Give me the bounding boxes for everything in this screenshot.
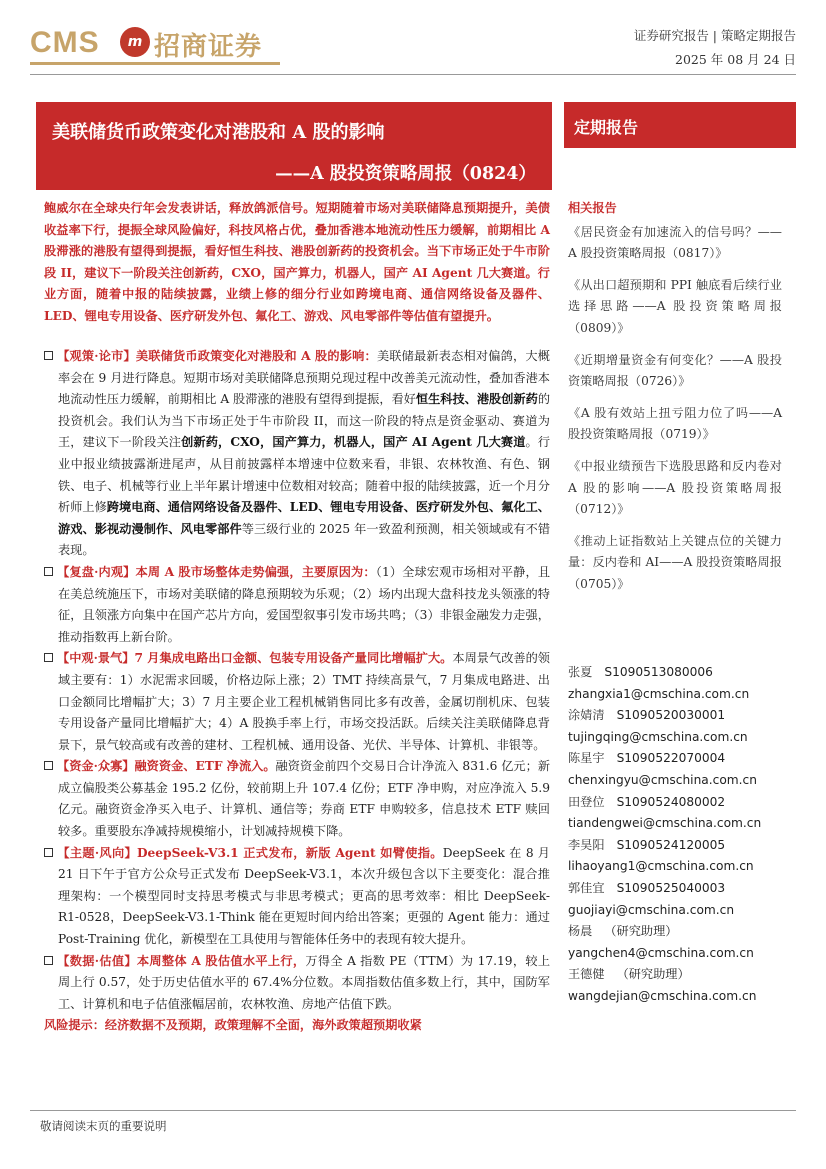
report-body (44, 346, 550, 1037)
section-text: DeepSeek 在 8 月 21 日下午于官方公众号正式发布 DeepSeek-V3.1，本次升级包含以下主要变化：混合推理架构：一个模型同时支持思考模式与非思考模式；更高的思考效率：相比 DeepSeek-R1-0528，DeepSeek-V3.1-Think 能在更短时间内给出答案；更强的 Agent 能力：通过 Post-Training 优化，新模型在工具使用与智能体任务中的表现有较大提升。 (58, 845, 550, 947)
checkbox-bullet-icon (44, 351, 53, 360)
analyst-email[interactable]: chenxingyu@cmschina.com.cn (568, 772, 757, 787)
analyst-entry (568, 835, 788, 878)
analyst-id: S1090524080002 (616, 794, 726, 809)
section-theme (44, 843, 550, 951)
section-funds (44, 756, 550, 842)
section-tag: 【中观·景气】7 月集成电路出口金额、包装专用设备产量同比增幅扩大。 (57, 651, 453, 666)
related-report-item: 《A 股有效站上扭亏阻力位了吗——A 股投资策略周报（0719）》 (568, 405, 782, 442)
analyst-name: 田登位 (568, 794, 605, 809)
analyst-name: 张夏 (568, 665, 593, 679)
section-text: 万得全 A 指数 PE（TTM）为 17.19，较上周上行 0.57，处于历史估值水平的 67.4%分位数。本周指数估值多数上行，其中，国防军工、计算机和电子估值涨幅居前，农林牧渔、房地产估值下跌。 (58, 953, 551, 1011)
analyst-entry (568, 878, 788, 921)
logo-badge-icon: m (120, 27, 150, 57)
section-text: 的投资机会。我们认为当下市场正处于牛市阶段 II，而这一阶段的特点是资金驱动、赛道为王，建议下一阶段关注 (58, 392, 551, 450)
checkbox-bullet-icon (44, 761, 53, 770)
analyst-name: 陈星宇 (568, 751, 605, 766)
analyst-email[interactable]: lihaoyang1@cmschina.com.cn (568, 859, 754, 874)
analyst-name: 涂婧清 (568, 708, 605, 723)
analyst-entry (568, 921, 788, 964)
analyst-email[interactable]: zhangxia1@cmschina.com.cn (568, 686, 750, 701)
analyst-entry (568, 705, 788, 748)
analyst-name: 郭佳宜 (568, 880, 605, 895)
section-tag: 【主题·风向】DeepSeek-V3.1 正式发布，新版 Agent 如臂使指。 (57, 845, 443, 860)
report-subtitle: ——A 股投资策略周报（0824） (275, 164, 536, 184)
logo-underline (30, 62, 280, 65)
related-report-item: 《近期增量资金有何变化？——A 股投资策略周报（0726）》 (568, 352, 782, 389)
analyst-id: S1090522070004 (616, 751, 726, 766)
related-reports (568, 198, 782, 606)
analyst-email[interactable]: guojiayi@cmschina.com.cn (568, 902, 735, 917)
side-banner-label: 定期报告 (574, 118, 639, 137)
section-text: 美联储最新表态相对偏鸽，大概率会在 9 月进行降息。短期市场对美联储降息预期兑现过程中改善美元流动性，叠加香港本地流动性压力缓解，前期相比 A 股滞涨的港股有望得到提振，看好 (58, 349, 550, 407)
section-tag: 【资金·众寡】融资资金、ETF 净流入。 (57, 759, 276, 774)
section-text: 本周景气改善的领域主要有：1）水泥需求回暖，价格边际上涨；2）TMT 持续高景气，7 月集成电路进、出口金额同比增幅扩大；3）7 月主要企业工程机械销售同比多有改善，金属切削机床、包装专用设备产量同比增幅扩大；4）A 股换手率上行，市场交投活跃。后续关注美联储降息背景下，景气较高或有改善的建材、工程机械、通用设备、光伏、半导体、计算机、非银等。 (58, 651, 550, 752)
analyst-entry (568, 964, 788, 1007)
analyst-email[interactable]: yangchen4@cmschina.com.cn (568, 945, 754, 960)
section-highlight: 跨境电商、通信网络设备及器件、LED、锂电专用设备、医疗研发外包、氟化工、游戏、影视动漫制作、风电零部件 (58, 500, 550, 536)
related-report-item: 《推动上证指数站上关键点位的关键力量：反内卷和 AI——A 股投资策略周报（0705）》 (568, 533, 782, 591)
logo-text: CMS (30, 26, 100, 59)
section-tag: 【观策·论市】美联储货币政策变化对港股和 A 股的影响： (57, 349, 377, 363)
analyst-name: 杨晨 (568, 924, 593, 939)
report-type: 证券研究报告 | 策略定期报告 (633, 28, 796, 43)
summary-paragraph: 鲍威尔在全球央行年会发表讲话，释放鸽派信号。短期随着市场对美联储降息预期提升，美债收益率下行，提振全球风险偏好，科技风格占优，叠加香港本地流动性压力缓解，前期相比 A 股滞涨的港股有望得到提振，看好恒生科技、港股创新药的投资机会。当下市场正处于牛市阶段 II，建议下一阶段关注创新药，CXO，国产算力，机器人，国产 AI Agent 几大赛道。行业方面，随着中报的陆续披露，业绩上修的细分行业如跨境电商、通信网络设备及器件、LED、锂电专用设备、医疗研发外包、氟化工、游戏、风电零部件等估值有望提升。 (44, 201, 550, 323)
analyst-entry (568, 792, 788, 835)
header-divider (30, 74, 796, 75)
related-report-item: 《中报业绩预告下选股思路和反内卷对 A 股的影响——A 股投资策略周报（0712）》 (568, 458, 782, 517)
risk-warning: 风险提示：经济数据不及预期，政策理解不全面，海外政策超预期收紧 (44, 1018, 422, 1033)
report-date: 2025 年 08 月 24 日 (675, 52, 796, 67)
checkbox-bullet-icon (44, 653, 53, 662)
section-text: 融资资金前四个交易日合计净流入 831.6 亿元；新成立偏股类公募基金 195.2 亿份，较前期上升 107.4 亿份；ETF 净申购，对应净流入 5.9 亿元。融资资金净买入电子、计算机、通信等；券商 ETF 申购较多，信息技术 ETF 赎回较多。重要股东净减持规模缩小，计划减持规模下降。 (58, 759, 551, 839)
section-highlight: 创新药，CXO，国产算力，机器人，国产 AI Agent 几大赛道 (181, 435, 526, 450)
section-industry (44, 648, 550, 756)
section-review (44, 562, 550, 648)
checkbox-bullet-icon (44, 848, 53, 857)
section-text: 。行业中报业绩披露渐进尾声，从目前披露样本增速中位数来看，非银、农林牧渔、有色、钢铁、电子、机械等行业上半年累计增速中位数相对较高；随着中报的陆续披露，近一个月分析师上修 (58, 435, 551, 515)
section-tag: 【复盘·内观】本周 A 股市场整体走势偏强，主要原因为： (57, 564, 376, 579)
checkbox-bullet-icon (44, 956, 53, 965)
analyst-name: 王德健 (568, 967, 605, 982)
analyst-email[interactable]: tiandengwei@cmschina.com.cn (568, 816, 762, 831)
section-text: （1）全球宏观市场相对平静，且在美总统施压下，市场对美联储的降息预期较为乐观；（2）场内出现大盘科技龙头领涨的特征，且领涨方向集中在国产芯片方向，爱国型叙事引发市场共鸣；（3）非银金融发力走强，推动指数再上新台阶。 (58, 564, 551, 644)
analyst-email[interactable]: tujingqing@cmschina.com.cn (568, 729, 748, 744)
analyst-role: （研究助理） (604, 924, 678, 939)
section-text: 等三级行业的 2025 年一致盈利预测，相关领域或有不错表现。 (58, 521, 551, 558)
report-title: 美联储货币政策变化对港股和 A 股的影响 (52, 122, 385, 143)
section-valuation (44, 951, 550, 1016)
logo-company-name: 招商证券 (154, 32, 263, 62)
analyst-entry (568, 662, 788, 705)
analyst-name: 李昊阳 (568, 837, 605, 852)
footer-divider (30, 1110, 796, 1111)
analyst-id: S1090524120005 (616, 837, 726, 852)
section-highlight: 恒生科技、港股创新药 (415, 392, 538, 407)
footer-note: 敬请阅读末页的重要说明 (40, 1119, 167, 1133)
analyst-role: （研究助理） (616, 967, 690, 982)
analyst-id: S1090520030001 (616, 708, 726, 723)
analyst-email[interactable]: wangdejian@cmschina.com.cn (568, 988, 757, 1003)
checkbox-bullet-icon (44, 567, 53, 576)
analyst-list (568, 662, 788, 1008)
related-reports-title: 相关报告 (568, 201, 617, 215)
analyst-id: S1090513080006 (604, 665, 713, 679)
section-policy (44, 346, 550, 562)
analyst-id: S1090525040003 (616, 880, 726, 895)
related-report-item: 《居民资金有加速流入的信号吗？——A 股投资策略周报（0817）》 (568, 224, 782, 261)
section-tag: 【数据·估值】本周整体 A 股估值水平上行， (57, 953, 306, 968)
related-report-item: 《从出口超预期和 PPI 触底看后续行业选择思路——A 股投资策略周报（0809）》 (568, 277, 782, 335)
analyst-entry (568, 748, 788, 791)
